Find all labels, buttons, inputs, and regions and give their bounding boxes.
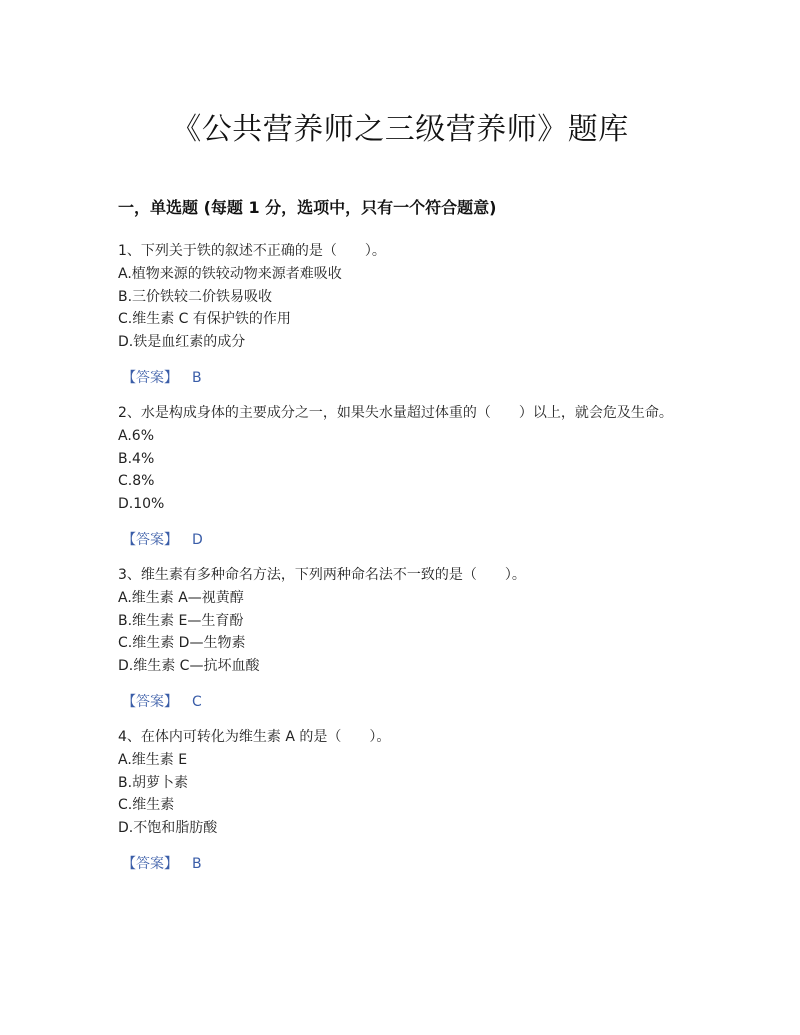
question-list — [118, 240, 688, 888]
option-b: B.三价铁较二价铁易吸收 — [118, 288, 273, 305]
answer-label: 【答案】 — [122, 532, 178, 548]
option-d: D.10% — [118, 495, 165, 512]
option-c: C.维生素 C 有保护铁的作用 — [118, 311, 291, 327]
option-a: A.维生素 E — [118, 752, 188, 768]
answer-label: 【答案】 — [122, 370, 178, 386]
answer-label: 【答案】 — [122, 856, 178, 872]
answer-label: 【答案】 — [122, 694, 178, 710]
question-2 — [118, 402, 688, 551]
option-d: D.不饱和脂肪酸 — [118, 819, 218, 836]
answer-row — [118, 691, 688, 713]
option-d: D.维生素 C—抗坏血酸 — [118, 657, 260, 674]
option-b: B.胡萝卜素 — [118, 774, 189, 791]
page-title: 《公共营养师之三级营养师》题库 — [171, 112, 629, 147]
answer-value: B — [192, 370, 202, 386]
question-stem: 1、下列关于铁的叙述不正确的是（ ）。 — [118, 243, 386, 259]
answer-row — [118, 367, 688, 389]
option-d: D.铁是血红素的成分 — [118, 333, 246, 350]
option-c: C.8% — [118, 473, 155, 489]
option-a: A.植物来源的铁较动物来源者难吸收 — [118, 266, 342, 282]
option-c: C.维生素 — [118, 797, 175, 813]
answer-row — [118, 853, 688, 875]
answer-value: B — [192, 856, 202, 872]
option-b: B.维生素 E—生育酚 — [118, 612, 244, 629]
answer-value: C — [192, 694, 202, 710]
option-a: A.6% — [118, 428, 154, 444]
option-c: C.维生素 D—生物素 — [118, 635, 246, 651]
question-stem: 4、在体内可转化为维生素 A 的是（ ）。 — [118, 729, 391, 745]
option-b: B.4% — [118, 450, 155, 467]
question-4 — [118, 726, 688, 875]
answer-row — [118, 529, 688, 551]
answer-value: D — [192, 532, 203, 548]
question-stem: 2、水是构成身体的主要成分之一，如果失水量超过体重的（ ）以上，就会危及生命。 — [118, 405, 673, 421]
section-heading: 一，单选题 (每题 1 分，选项中，只有一个符合题意) — [118, 198, 497, 217]
question-stem: 3、维生素有多种命名方法，下列两种命名法不一致的是（ ）。 — [118, 567, 526, 583]
question-1 — [118, 240, 688, 389]
question-3 — [118, 564, 688, 713]
option-a: A.维生素 A—视黄醇 — [118, 590, 244, 606]
